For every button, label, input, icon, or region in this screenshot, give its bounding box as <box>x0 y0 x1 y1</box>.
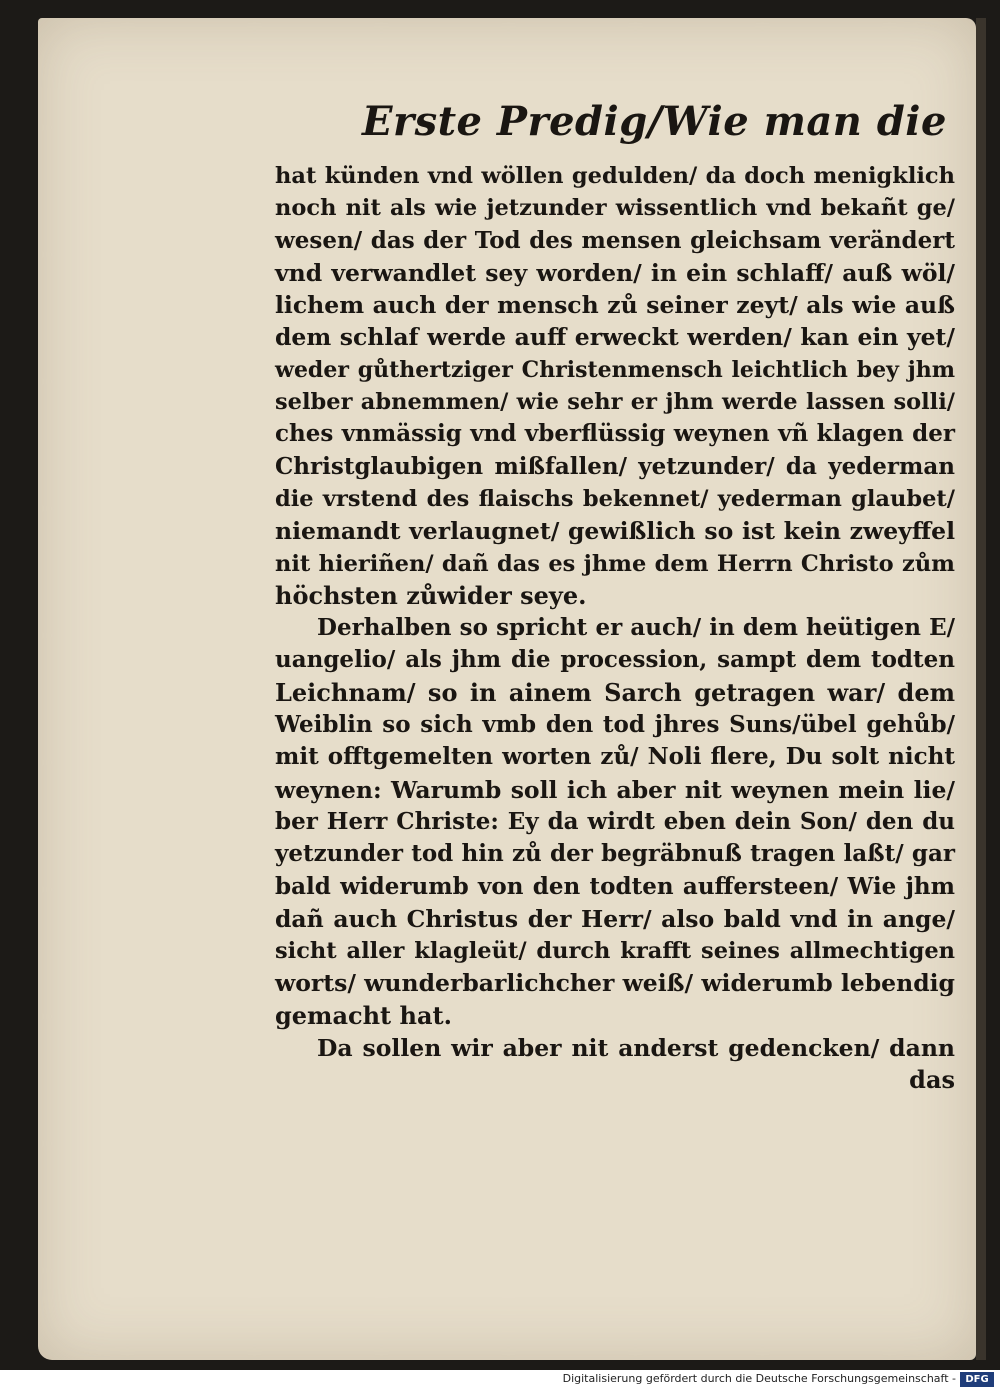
catchword: das <box>909 1065 955 1095</box>
footer-credit: Digitalisierung gefördert durch die Deutsche Forschungsgemeinschaft - <box>562 1372 956 1385</box>
text-line: Da sollen wir aber nit anderst gedencken/ dann <box>317 1034 955 1063</box>
text-line: weder gůthertziger Christenmensch leichtlich bey jhm <box>275 356 955 383</box>
text-line: Derhalben so spricht er auch/ in dem heütigen E/ <box>317 614 955 642</box>
text-line: Christglaubigen mißfallen/ yetzunder/ da yederman <box>275 452 955 480</box>
text-line: Leichnam/ so in ainem Sarch getragen war/ dem <box>275 677 955 707</box>
text-line: höchsten zůwider seye. <box>275 580 587 610</box>
body-text <box>275 160 955 1097</box>
text-line: mit offtgemelten worten zů/ Noli flere, Du solt nicht <box>275 743 955 771</box>
text-line: bald widerumb von den todten auffersteen/ Wie jhm <box>275 872 955 900</box>
text-line: weynen: Warumb soll ich aber nit weynen mein lie/ <box>275 775 955 804</box>
text-line: Weiblin so sich vmb den tod jhres Suns/übel gehůb/ <box>275 711 955 739</box>
text-line: worts/ wunderbarlichcher weiß/ widerumb lebendig <box>275 969 955 998</box>
text-line: noch nit als wie jetzunder wissentlich vnd bekañt ge/ <box>275 195 955 222</box>
text-line: sicht aller klagleüt/ durch krafft seines allmechtigen <box>275 938 955 965</box>
footer-bar <box>0 1370 1000 1390</box>
text-line: selber abnemmen/ wie sehr er jhm werde lassen solli/ <box>275 389 955 416</box>
text-line: nit hieriñen/ dañ das es jhme dem Herrn Christo zům <box>275 550 955 577</box>
text-line: uangelio/ als jhm die procession, sampt dem todten <box>275 646 955 674</box>
page-heading: Erste Predig/Wie man die <box>362 98 947 145</box>
text-line: ches vnmässig vnd vberflüssig weynen vñ klagen der <box>275 420 955 448</box>
text-line: ber Herr Christe: Ey da wirdt eben dein Son/ den du <box>275 807 955 835</box>
text-line: lichem auch der mensch zů seiner zeyt/ als wie auß <box>275 291 955 320</box>
text-line: yetzunder tod hin zů der begräbnuß tragen laßt/ gar <box>275 840 955 868</box>
text-line: wesen/ das der Tod des mensen gleichsam verändert <box>275 226 955 254</box>
text-line: die vrstend des flaischs bekennet/ yederman glaubet/ <box>275 485 955 512</box>
dfg-logo: DFG <box>960 1372 994 1387</box>
text-line: vnd verwandlet sey worden/ in ein schlaff/ auß wöl/ <box>275 258 955 287</box>
text-line: gemacht hat. <box>275 1000 452 1030</box>
text-line: dem schlaf werde auff erweckt werden/ kan ein yet/ <box>275 323 955 352</box>
text-line: niemandt verlaugnet/ gewißlich so ist kein zweyffel <box>275 517 955 546</box>
page-edge <box>976 18 986 1360</box>
text-line: dañ auch Christus der Herr/ also bald vnd in ange/ <box>275 904 955 933</box>
text-line: hat künden vnd wöllen gedulden/ da doch menigklich <box>275 163 955 189</box>
